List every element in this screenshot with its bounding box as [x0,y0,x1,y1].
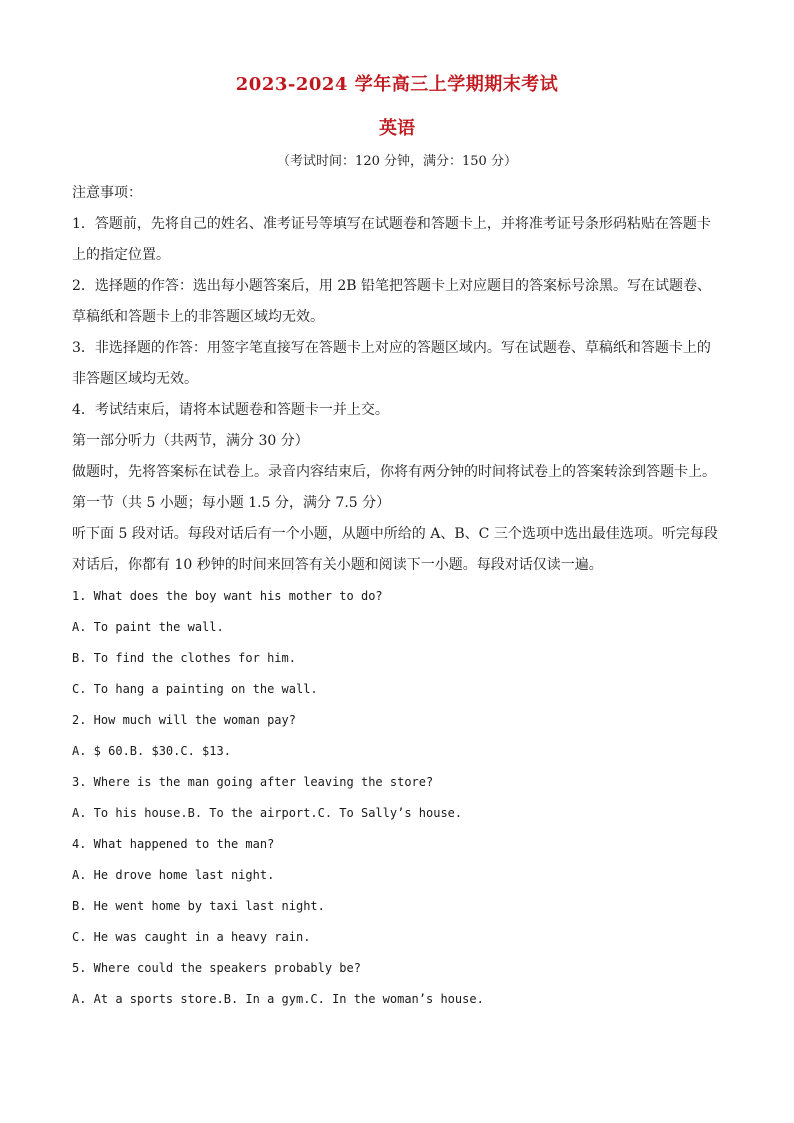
exam-content [72,178,724,1015]
option-line: C. To hang a painting on the wall. [72,682,318,696]
question-line: 5. Where could the speakers probably be? [72,961,361,975]
option-line: C. He was caught in a heavy rain. [72,930,311,944]
section1-heading: 第一节（共 5 小题；每小题 1.5 分，满分 7.5 分） [72,495,391,511]
notes-heading: 注意事项： [72,185,142,201]
option-line: A. $ 60.B. $30.C. $13. [72,744,231,758]
option-line: A. At a sports store.B. In a gym.C. In the woman’s house. [72,992,484,1006]
option-line: A. To paint the wall. [72,620,224,634]
note-item: 2．选择题的作答：选出每小题答案后，用 2B 铅笔把答题卡上对应题目的答案标号涂黑。写在试题卷、草稿纸和答题卡上的非答题区域均无效。 [72,278,712,325]
question-line: 4. What happened to the man? [72,837,275,851]
part1-instruction: 做题时，先将答案标在试卷上。录音内容结束后，你将有两分钟的时间将试卷上的答案转涂到答题卡上。 [72,464,716,480]
section1-instruction: 听下面 5 段对话。每段对话后有一个小题，从题中所给的 A、B、C 三个选项中选出最佳选项。听完每段对话后，你都有 10 秒钟的时间来回答有关小题和阅读下一小题。每段对话仅读一遍。 [72,526,718,573]
note-item: 4．考试结束后，请将本试题卷和答题卡一并上交。 [72,402,389,418]
question-line: 3. Where is the man going after leaving the store? [72,775,434,789]
part1-heading: 第一部分听力（共两节，满分 30 分） [72,433,309,449]
option-line: B. To find the clothes for him. [72,651,296,665]
option-line: B. He went home by taxi last night. [72,899,325,913]
note-item: 1．答题前，先将自己的姓名、准考证号等填写在试题卷和答题卡上，并将准考证号条形码粘贴在答题卡上的指定位置。 [72,216,711,263]
option-line: A. To his house.B. To the airport.C. To Sally’s house. [72,806,463,820]
subject-title: 英语 [379,118,415,139]
option-line: A. He drove home last night. [72,868,275,882]
exam-info: （考试时间：120 分钟，满分：150 分） [277,154,517,169]
note-item: 3．非选择题的作答：用签字笔直接写在答题卡上对应的答题区域内。写在试题卷、草稿纸和答题卡上的非答题区域均无效。 [72,340,711,387]
question-line: 2. How much will the woman pay? [72,713,296,727]
exam-title: 2023-2024 学年高三上学期期末考试 [235,74,559,95]
question-line: 1. What does the boy want his mother to do? [72,589,383,603]
